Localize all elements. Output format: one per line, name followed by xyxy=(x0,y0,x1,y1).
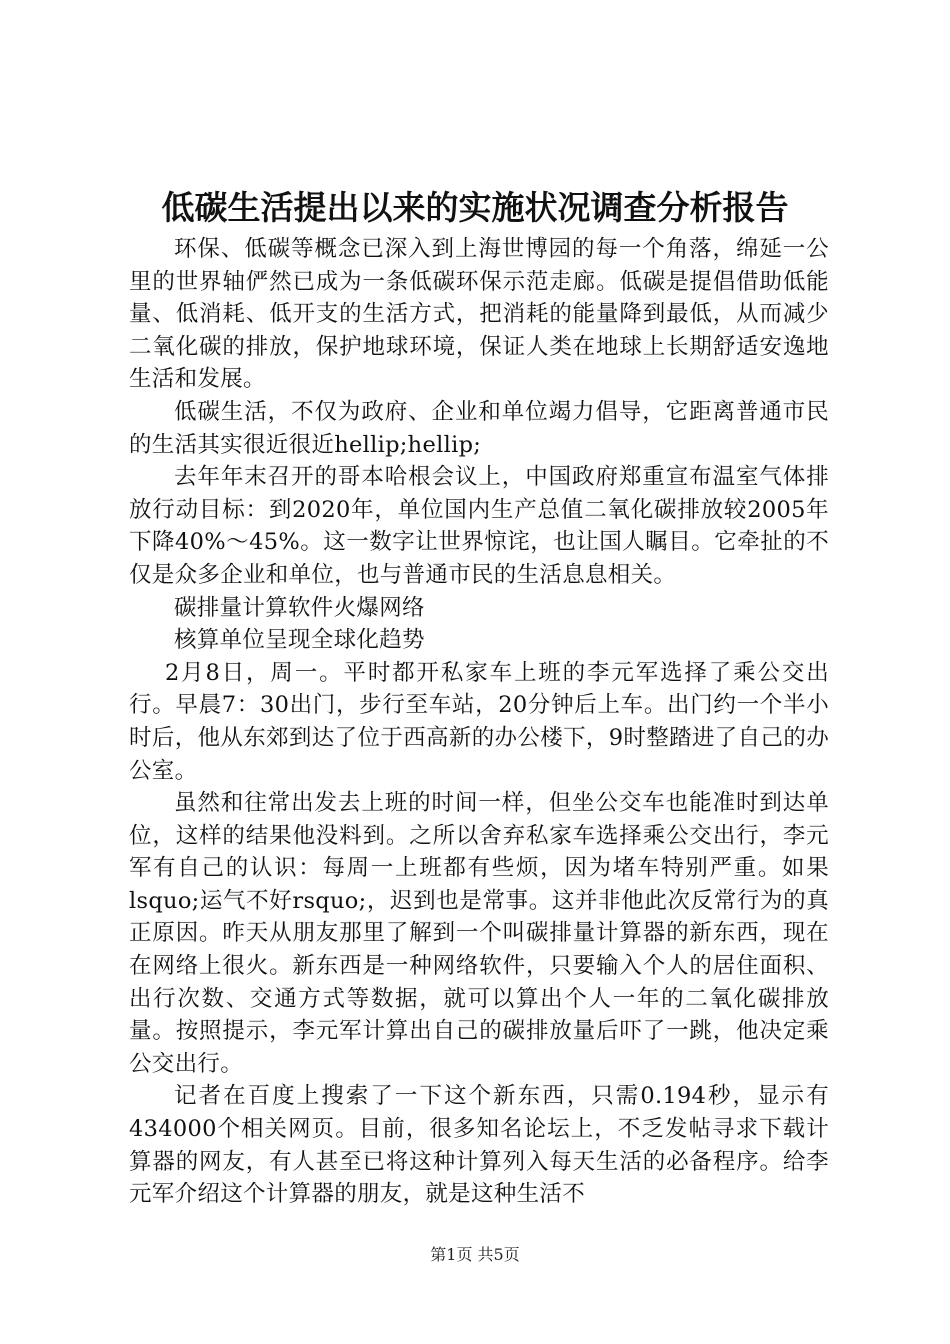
paragraph-february: 2月8日，周一。平时都开私家车上班的李元军选择了乘公交出行。早晨7：30出门，步行至车站，20分钟后上车。出门约一个半小时后，他从东郊到达了位于西高新的办公楼下，9时整踏进了自己的办公室。 xyxy=(129,659,829,784)
page-footer: 第1页 共5页 xyxy=(430,1245,520,1264)
subheading-software: 碳排量计算软件火爆网络 xyxy=(174,594,425,621)
paragraph-copenhagen: 去年年末召开的哥本哈根会议上，中国政府郑重宣布温室气体排放行动目标：到2020年，单位国内生产总值二氧化碳排放较2005年下降40%～45%。这一数字让世界惊诧，也让国人瞩目。它牵扯的不仅是众多企业和单位，也与普通市民的生活息息相关。 xyxy=(129,464,829,588)
paragraph-baidu-search: 记者在百度上搜索了一下这个新东西，只需0.194秒，显示有434000个相关网页。目前，很多知名论坛上，不乏发帖寻求下载计算器的网友，有人甚至已将这种计算列入每天生活的必备程序。给李元军介绍这个计算器的朋友，就是这种生活不 xyxy=(129,1083,829,1208)
document-body xyxy=(129,233,829,1211)
paragraph-commute: 虽然和往常出发去上班的时间一样，但坐公交车也能准时到达单位，这样的结果他没料到。之所以舍弃私家车选择乘公交出行，李元军有自己的认识：每周一上班都有些烦，因为堵车特别严重。如果lsquo;运气不好rsquo;，迟到也是常事。这并非他此次反常行为的真正原因。昨天从朋友那里了解到一个叫碳排量计算器的新东西，现在在网络上很火。新东西是一种网络软件，只要输入个人的居住面积、出行次数、交通方式等数据，就可以算出个人一年的二氧化碳排放量。按照提示，李元军计算出自己的碳排放量后吓了一跳，他决定乘公交出行。 xyxy=(129,790,829,1077)
document-title: 低碳生活提出以来的实施状况调查分析报告 xyxy=(161,188,789,227)
subheading-global-trend: 核算单位呈现全球化趋势 xyxy=(174,627,425,654)
paragraph-low-carbon-life: 低碳生活，不仅为政府、企业和单位竭力倡导，它距离普通市民的生活其实很近很近hellip;hellip; xyxy=(129,398,829,458)
paragraph-intro: 环保、低碳等概念已深入到上海世博园的每一个角落，绵延一公里的世界轴俨然已成为一条低碳环保示范走廊。低碳是提倡借助低能量、低消耗、低开支的生活方式，把消耗的能量降到最低，从而减少二氧化碳的排放，保护地球环境，保证人类在地球上长期舒适安逸地生活和发展。 xyxy=(129,236,829,393)
